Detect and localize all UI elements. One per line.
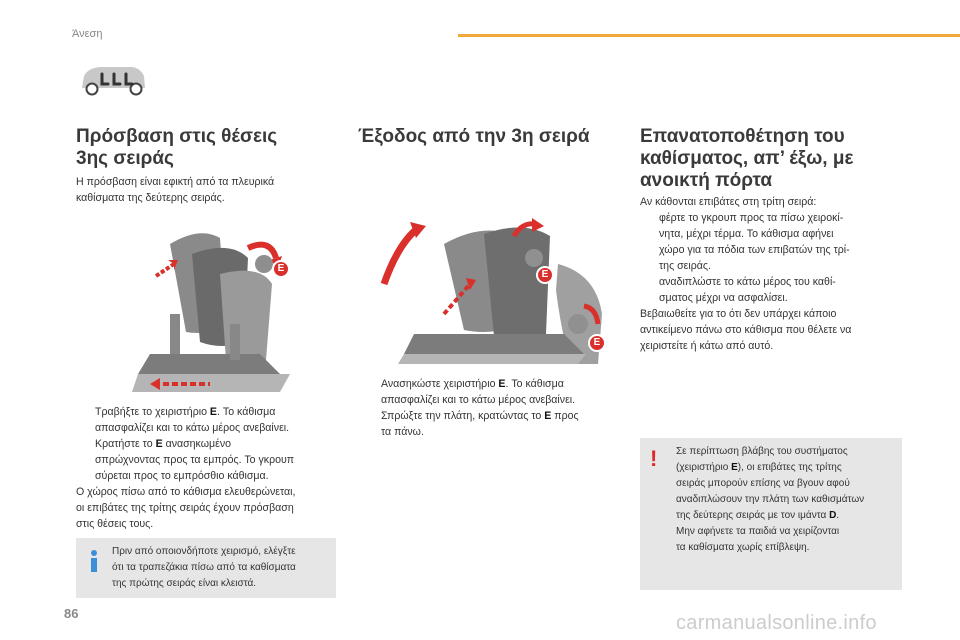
col3-step-1: φέρτε το γκρουπ προς τα πίσω χειροκί- νητα, μέχρι τέρμα. Το κάθισμα αφήνει χώρο για τα πόδια των επιβατών της τρί- της σειράς. — [659, 212, 850, 272]
info-icon — [90, 550, 98, 572]
col3-steps — [640, 210, 920, 306]
section-header: Άνεση — [72, 28, 103, 40]
col2-step-2: Σπρώξτε την πλάτη, κρατώντας το E προς τα πάνω. — [381, 410, 579, 438]
col1-step-1: Τραβήξτε το χειριστήριο E. Το κάθισμα απασφαλίζει και το κάτω μέρος ανεβαίνει. — [95, 406, 290, 434]
watermark: carmanualsonline.info — [676, 612, 877, 634]
page-number: 86 — [64, 606, 79, 621]
col1-seat-illustration — [130, 224, 298, 400]
seat-layout-car-icon — [78, 62, 148, 98]
col3-after-text: Βεβαιωθείτε για το ότι δεν υπάρχει κάποιο αντικείμενο πάνω στο κάθισμα που θέλετε να χειριστείτε ή κάτω από αυτό. — [640, 308, 852, 352]
col1-steps — [76, 404, 348, 484]
header-accent-bar — [458, 34, 960, 37]
col3-title: Επανατοποθέτηση του καθίσματος, απ’ έξω, με ανοικτή πόρτα — [640, 126, 854, 191]
col3-intro: Αν κάθονται επιβάτες στη τρίτη σειρά: — [640, 196, 817, 208]
col2-step-1: Ανασηκώστε χειριστήριο E. Το κάθισμα απασφαλίζει και το κάτω μέρος ανεβαίνει. — [381, 378, 576, 406]
col3-step-2: αναδιπλώστε το κάτω μέρος του καθί- σματος μέχρι να ασφαλίσει. — [659, 276, 836, 304]
col2-label-e2: E — [588, 334, 606, 352]
col1-intro: Η πρόσβαση είναι εφικτή από τα πλευρικά καθίσματα της δεύτερης σειράς. — [76, 176, 275, 204]
col2-title: Έξοδος από την 3η σειρά — [358, 126, 590, 147]
col3-warning-text: Σε περίπτωση βλάβης του συστήματος (χειριστήριο E), οι επιβάτες της τρίτης σειράς μπορούν επίσης να βγουν αφού αναδιπλώσουν την πλάτη των καθισμάτων της δεύτερης σειράς με τον ιμάντα D. Μην αφήνετε τα παιδιά να χειρίζονται τα καθίσματα χωρίς επίβλεψη. — [676, 446, 865, 553]
col1-step-2: Κρατήστε το E ανασηκωμένο σπρώχνοντας προς τα εμπρός. Το γκρουπ σύρεται προς το εμπρόσθιο κάθισμα. — [95, 438, 295, 482]
col1-title: Πρόσβαση στις θέσεις 3ης σειράς — [76, 126, 278, 169]
col1-info-text: Πριν από οποιονδήποτε χειρισμό, ελέγξτε ότι τα τραπεζάκια πίσω από τα καθίσματα της πρώτης σειράς είναι κλειστά. — [112, 546, 296, 589]
warning-icon: ! — [650, 446, 658, 471]
col1-info-box — [76, 538, 336, 598]
col2-steps — [362, 376, 630, 440]
col3-warning-box — [640, 438, 902, 590]
col2-label-e1: E — [536, 266, 554, 284]
col2-seat-illustration — [374, 214, 614, 364]
col1-label-e: E — [272, 260, 290, 278]
col1-after-text: Ο χώρος πίσω από το κάθισμα ελευθερώνεται, οι επιβάτες της τρίτης σειράς έχουν πρόσβαση στις θέσεις τους. — [76, 486, 296, 530]
